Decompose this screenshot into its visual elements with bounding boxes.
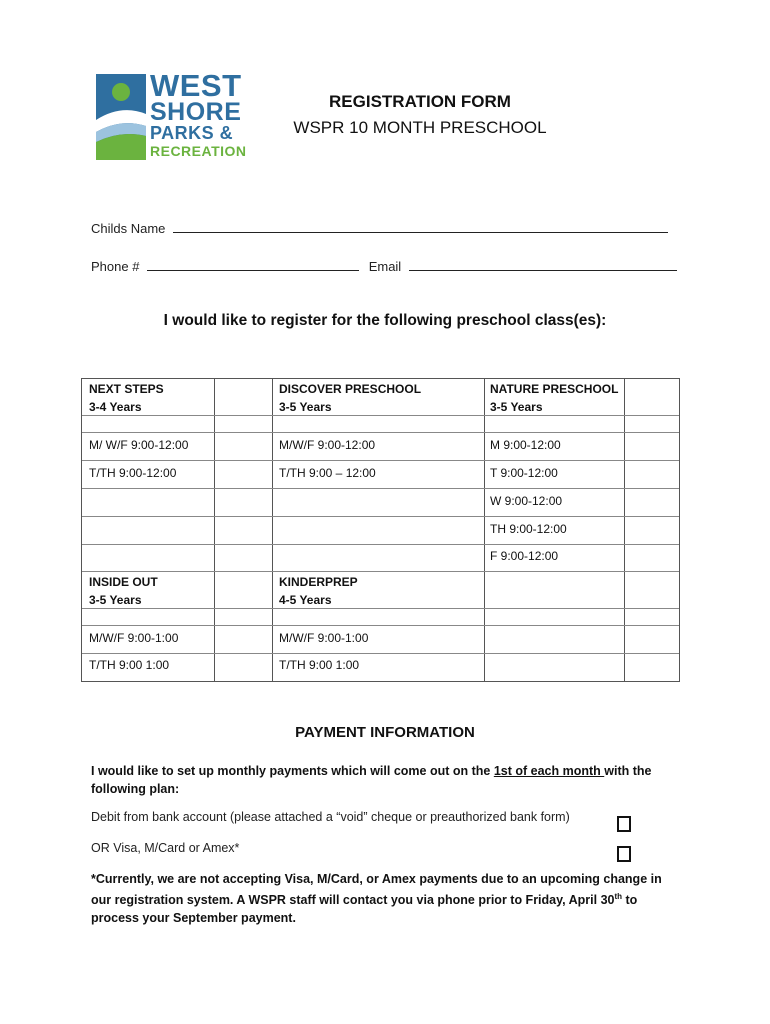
payment-intro-text-end: with the following plan: [91,764,652,796]
register-heading: I would like to register for the following preschool class(es): [163,312,607,329]
logo-word-shore: SHORE [150,98,242,126]
payment-note-text: *Currently, we are not accepting Visa, M/Card, or Amex payments due to an upcoming change in our registration system. A WSPR staff will contact you via phone prior to Friday, April 30 [91,872,662,908]
payment-intro-date: 1st of each month [493,764,605,778]
logo-word-parks: PARKS & [150,123,234,143]
class-time-option[interactable]: M/ W/F 9:00-12:00 [89,438,189,452]
west-shore-logo [96,68,258,162]
class-kinderprep-name: KINDERPREP [279,575,358,589]
childs-name-field[interactable] [173,220,668,233]
childs-name-row [91,220,668,236]
childs-name-label: Childs Name [91,221,166,236]
phone-label: Phone # [91,259,140,274]
class-time-option[interactable]: M/W/F 9:00-1:00 [279,631,369,645]
class-discover-name: DISCOVER PRESCHOOL [279,382,422,396]
payment-note [91,870,681,927]
class-discover-ages: 3-5 Years [279,400,332,414]
class-time-option[interactable]: T/TH 9:00 1:00 [89,658,170,672]
payment-note-sup: th [614,892,623,901]
payment-intro-text: I would like to set up monthly payments which will come out on the [91,764,494,778]
class-inside-out-name: INSIDE OUT [89,575,158,589]
option-card-label: OR Visa, M/Card or Amex* [91,841,240,855]
email-label: Email [368,259,402,274]
class-inside-out-ages: 3-5 Years [89,593,142,607]
logo-word-recreation: RECREATION [150,143,247,159]
class-next-steps-name: NEXT STEPS [89,382,164,396]
form-title: REGISTRATION FORM [329,92,511,111]
class-time-option[interactable]: M/W/F 9:00-12:00 [279,438,376,452]
class-nature-name: NATURE PRESCHOOL [490,382,619,396]
payment-intro [91,762,671,798]
class-time-option[interactable]: M 9:00-12:00 [490,438,561,452]
class-time-option[interactable]: F 9:00-12:00 [490,549,559,563]
form-subtitle: WSPR 10 MONTH PRESCHOOL [293,118,547,137]
class-time-option[interactable]: TH 9:00-12:00 [490,522,567,536]
class-kinderprep-ages: 4-5 Years [279,593,332,607]
class-nature-ages: 3-5 Years [490,400,543,414]
option-debit-label: Debit from bank account (please attached a “void” cheque or preauthorized bank form) [91,810,570,824]
class-next-steps-ages: 3-4 Years [89,400,142,414]
class-time-option[interactable]: M/W/F 9:00-1:00 [89,631,179,645]
payment-note-text-end: to process your September payment. [91,893,638,926]
phone-field[interactable] [147,258,359,271]
contact-row [91,258,677,274]
option-debit-checkbox[interactable] [617,816,631,832]
class-time-option[interactable]: T/TH 9:00 – 12:00 [279,466,376,480]
payment-heading: PAYMENT INFORMATION [295,724,475,741]
class-table [81,378,680,682]
class-time-option[interactable]: T/TH 9:00 1:00 [279,658,360,672]
email-field[interactable] [409,258,677,271]
class-time-option[interactable]: T/TH 9:00-12:00 [89,466,177,480]
class-time-option[interactable]: W 9:00-12:00 [490,494,563,508]
class-time-option[interactable]: T 9:00-12:00 [490,466,558,480]
option-card-checkbox[interactable] [617,846,631,862]
logo-mark-icon [96,74,146,160]
logo-word-west: WEST [150,68,242,103]
